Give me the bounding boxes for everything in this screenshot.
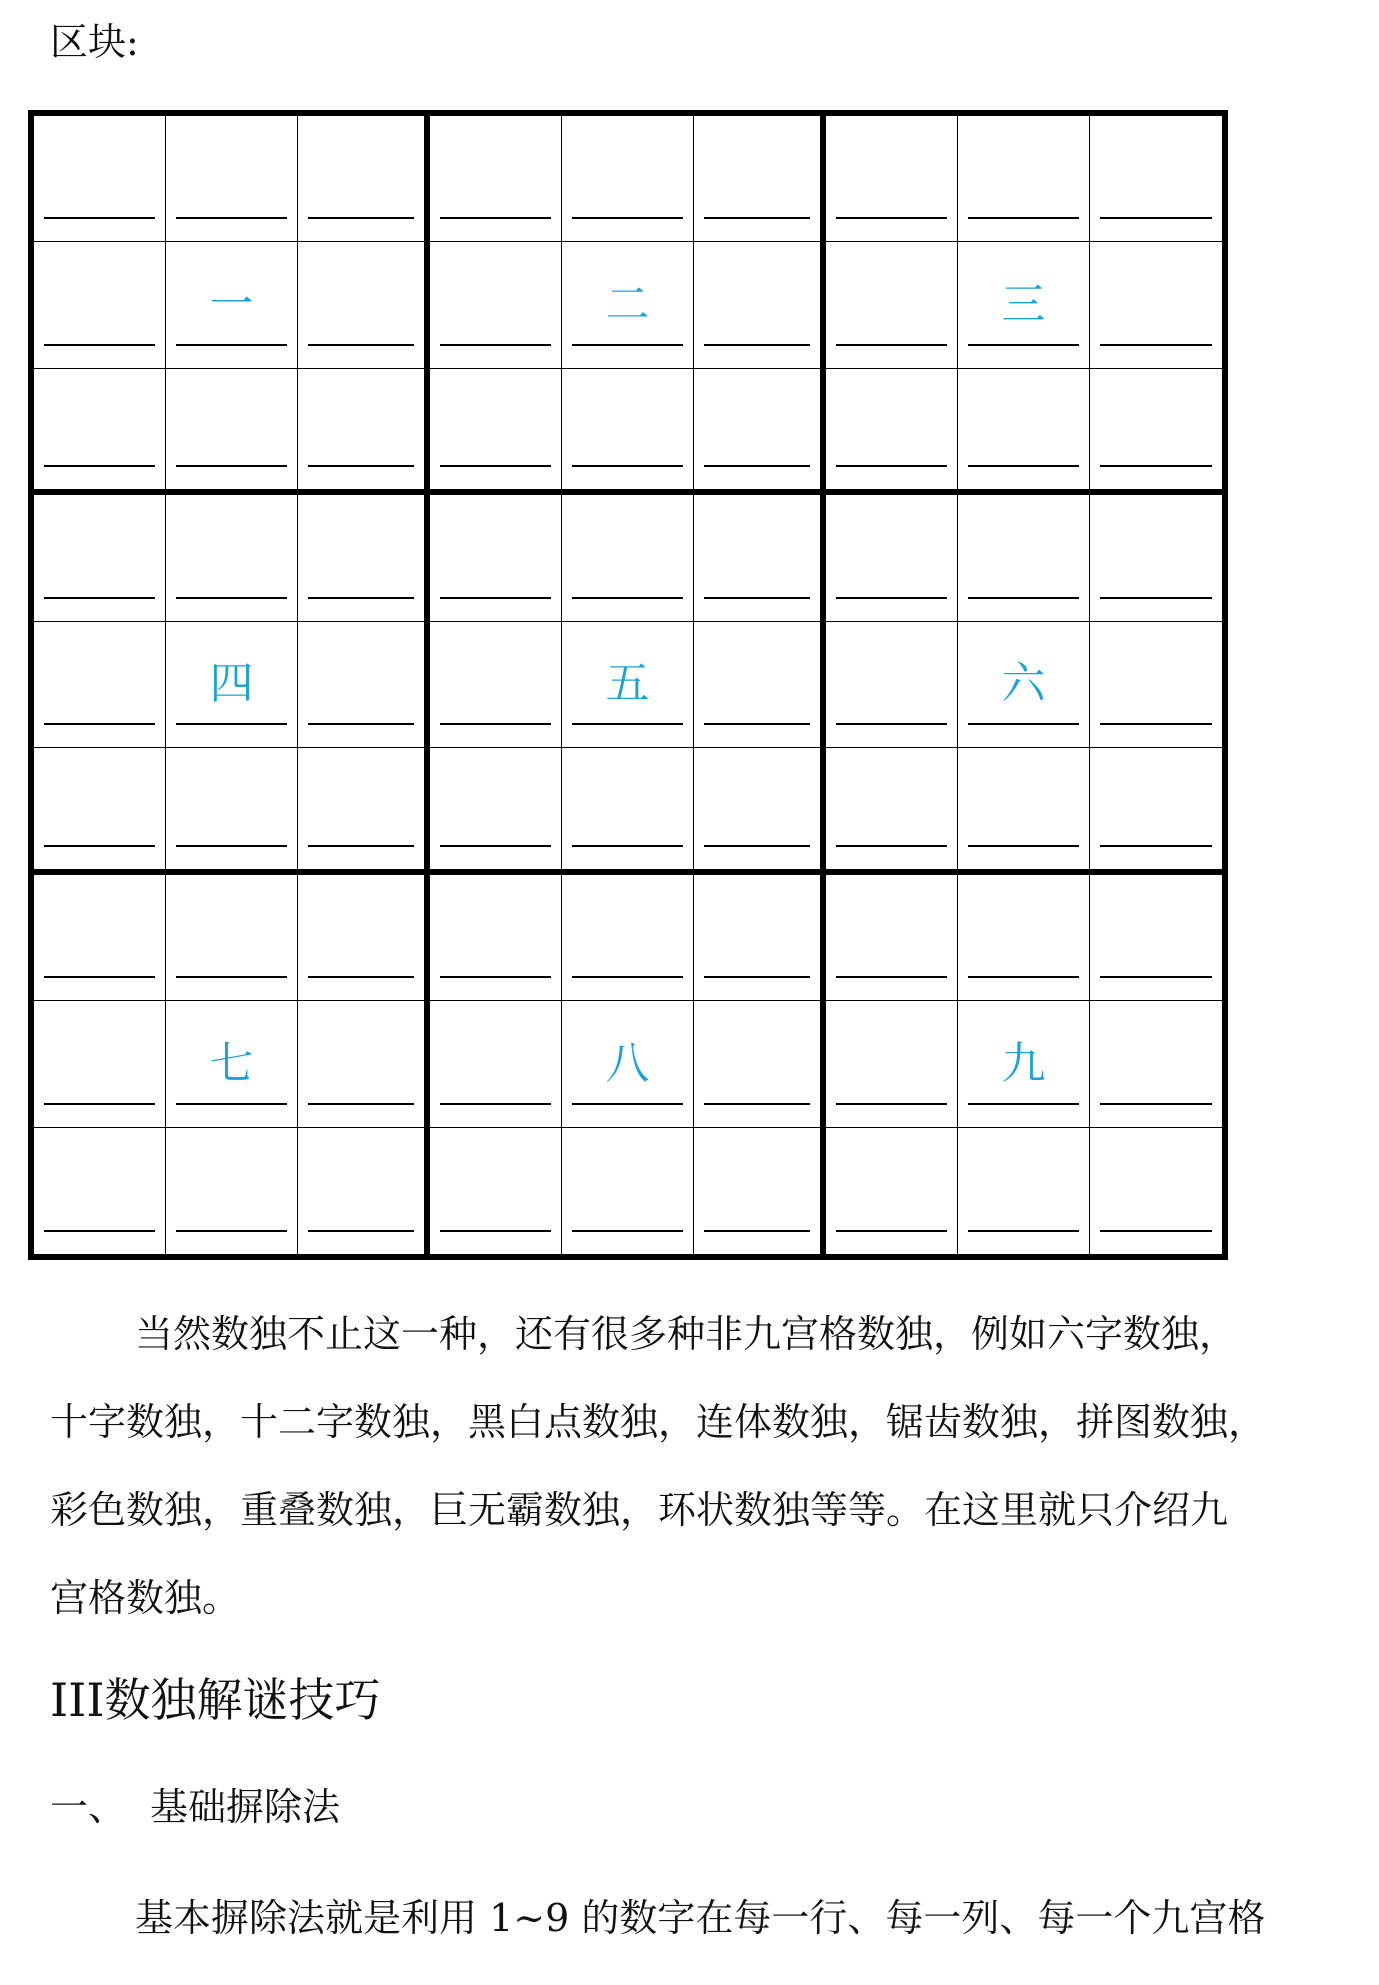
paragraph-line: 宫格数独。: [50, 1576, 241, 1620]
grid-cell: [1090, 1128, 1222, 1254]
answer-blank-line: [572, 217, 683, 219]
grid-cell: [166, 495, 298, 621]
grid-cell: [430, 116, 562, 242]
grid-cell: [826, 875, 958, 1001]
answer-blank-line: [440, 976, 551, 978]
block-label: 七: [209, 1037, 254, 1089]
subsection-heading: [50, 1782, 340, 1832]
answer-blank-line: [968, 465, 1079, 467]
answer-blank-line: [704, 1103, 810, 1105]
answer-blank-line: [176, 1103, 287, 1105]
answer-blank-line: [440, 597, 551, 599]
answer-blank-line: [1100, 976, 1212, 978]
grid-cell: [958, 1001, 1090, 1127]
grid-cell: [34, 1128, 166, 1254]
grid-cell: [298, 242, 430, 368]
block-label: 一: [209, 279, 254, 331]
answer-blank-line: [572, 344, 683, 346]
block-label: 五: [605, 658, 650, 710]
answer-blank-line: [44, 723, 155, 725]
grid-cell: [562, 1001, 694, 1127]
answer-blank-line: [836, 845, 947, 847]
grid-cell: [826, 1128, 958, 1254]
answer-blank-line: [704, 845, 810, 847]
answer-blank-line: [440, 1230, 551, 1232]
answer-blank-line: [44, 845, 155, 847]
grid-cell: [34, 748, 166, 874]
answer-blank-line: [176, 344, 287, 346]
grid-cell: [1090, 1001, 1222, 1127]
answer-blank-line: [308, 344, 414, 346]
block-label: 八: [605, 1037, 650, 1089]
grid-cell: [1090, 242, 1222, 368]
answer-blank-line: [176, 217, 287, 219]
answer-blank-line: [968, 845, 1079, 847]
grid-cell: [166, 369, 298, 495]
answer-blank-line: [968, 217, 1079, 219]
grid-cell: [166, 242, 298, 368]
answer-blank-line: [176, 465, 287, 467]
grid-cell: [694, 1001, 826, 1127]
grid-cell: [1090, 369, 1222, 495]
grid-cell: [958, 495, 1090, 621]
answer-blank-line: [836, 1230, 947, 1232]
grid-cell: [298, 748, 430, 874]
answer-blank-line: [308, 976, 414, 978]
block-label: 九: [1001, 1037, 1046, 1089]
grid-cell: [694, 242, 826, 368]
block-label: 六: [1001, 658, 1046, 710]
grid-cell: [430, 369, 562, 495]
answer-blank-line: [572, 845, 683, 847]
grid-cell: [430, 495, 562, 621]
answer-blank-line: [836, 976, 947, 978]
grid-cell: [958, 748, 1090, 874]
grid-cell: [562, 875, 694, 1001]
grid-cell: [694, 495, 826, 621]
grid-cell: [430, 748, 562, 874]
answer-blank-line: [572, 597, 683, 599]
answer-blank-line: [968, 723, 1079, 725]
answer-blank-line: [836, 597, 947, 599]
grid-cell: [1090, 748, 1222, 874]
answer-blank-line: [704, 1230, 810, 1232]
subsection-title: 基础摒除法: [150, 1785, 341, 1829]
block-label: 三: [1001, 279, 1046, 331]
grid-cell: [298, 1001, 430, 1127]
answer-blank-line: [572, 1230, 683, 1232]
grid-cell: [826, 116, 958, 242]
answer-blank-line: [1100, 217, 1212, 219]
grid-cell: [694, 875, 826, 1001]
answer-blank-line: [1100, 1230, 1212, 1232]
answer-blank-line: [308, 597, 414, 599]
answer-blank-line: [440, 845, 551, 847]
answer-blank-line: [440, 1103, 551, 1105]
grid-cell: [826, 748, 958, 874]
answer-blank-line: [44, 1230, 155, 1232]
answer-blank-line: [440, 217, 551, 219]
answer-blank-line: [836, 344, 947, 346]
answer-blank-line: [572, 723, 683, 725]
grid-cell: [430, 1128, 562, 1254]
method-paragraph: 基本摒除法就是利用 1~9 的数字在每一行、每一列、每一个九宫格: [135, 1896, 1266, 1940]
answer-blank-line: [704, 217, 810, 219]
grid-cell: [34, 875, 166, 1001]
block-label: 二: [605, 279, 650, 331]
answer-blank-line: [572, 976, 683, 978]
grid-cell: [166, 748, 298, 874]
grid-cell: [958, 369, 1090, 495]
grid-cell: [562, 622, 694, 748]
answer-blank-line: [44, 597, 155, 599]
answer-blank-line: [968, 1230, 1079, 1232]
answer-blank-line: [44, 1103, 155, 1105]
grid-cell: [430, 1001, 562, 1127]
heading-label: 区块:: [50, 20, 139, 64]
grid-cell: [166, 622, 298, 748]
grid-cell: [694, 369, 826, 495]
answer-blank-line: [836, 465, 947, 467]
answer-blank-line: [308, 1230, 414, 1232]
answer-blank-line: [1100, 723, 1212, 725]
answer-blank-line: [704, 465, 810, 467]
answer-blank-line: [836, 723, 947, 725]
grid-cell: [562, 748, 694, 874]
grid-cell: [694, 622, 826, 748]
grid-cell: [298, 622, 430, 748]
answer-blank-line: [308, 465, 414, 467]
grid-cell: [958, 116, 1090, 242]
grid-cell: [430, 622, 562, 748]
grid-cell: [34, 1001, 166, 1127]
paragraph-line: 十字数独，十二字数独，黑白点数独，连体数独，锯齿数独，拼图数独，: [50, 1400, 1267, 1444]
answer-blank-line: [44, 465, 155, 467]
paragraph-line: 彩色数独，重叠数独，巨无霸数独，环状数独等等。在这里就只介绍九: [50, 1488, 1229, 1532]
answer-blank-line: [1100, 465, 1212, 467]
answer-blank-line: [704, 344, 810, 346]
grid-cell: [562, 495, 694, 621]
answer-blank-line: [572, 1103, 683, 1105]
grid-cell: [562, 116, 694, 242]
answer-blank-line: [176, 845, 287, 847]
block-label: 四: [209, 658, 254, 710]
grid-cell: [694, 116, 826, 242]
grid-cell: [1090, 495, 1222, 621]
subsection-number: 一、: [50, 1785, 127, 1829]
section-title: III数独解谜技巧: [50, 1673, 381, 1727]
grid-cell: [562, 242, 694, 368]
grid-cell: [298, 116, 430, 242]
answer-blank-line: [572, 465, 683, 467]
grid-cell: [826, 1001, 958, 1127]
answer-blank-line: [44, 976, 155, 978]
grid-cell: [298, 495, 430, 621]
paragraph-line: 当然数独不止这一种，还有很多种非九宫格数独，例如六字数独，: [135, 1312, 1238, 1356]
answer-blank-line: [308, 845, 414, 847]
grid-cell: [430, 875, 562, 1001]
grid-cell: [562, 369, 694, 495]
answer-blank-line: [176, 976, 287, 978]
grid-cell: [694, 748, 826, 874]
answer-blank-line: [44, 344, 155, 346]
intro-paragraph: [50, 1290, 1350, 1642]
answer-blank-line: [1100, 845, 1212, 847]
answer-blank-line: [176, 723, 287, 725]
grid-cell: [166, 116, 298, 242]
answer-blank-line: [176, 597, 287, 599]
grid-cell: [958, 1128, 1090, 1254]
answer-blank-line: [176, 1230, 287, 1232]
grid-cell: [826, 495, 958, 621]
answer-blank-line: [704, 976, 810, 978]
grid-cell: [298, 369, 430, 495]
grid-cell: [826, 622, 958, 748]
answer-blank-line: [44, 217, 155, 219]
grid-cell: [298, 875, 430, 1001]
grid-cell: [34, 369, 166, 495]
grid-cell: [34, 495, 166, 621]
answer-blank-line: [968, 597, 1079, 599]
sudoku-block-grid: [28, 110, 1228, 1260]
answer-blank-line: [968, 1103, 1079, 1105]
answer-blank-line: [440, 465, 551, 467]
grid-cell: [958, 875, 1090, 1001]
grid-cell: [34, 622, 166, 748]
answer-blank-line: [968, 344, 1079, 346]
grid-cell: [1090, 875, 1222, 1001]
answer-blank-line: [308, 1103, 414, 1105]
grid-cell: [34, 242, 166, 368]
answer-blank-line: [308, 723, 414, 725]
grid-cell: [958, 622, 1090, 748]
answer-blank-line: [1100, 597, 1212, 599]
grid-cell: [958, 242, 1090, 368]
grid-cell: [166, 1001, 298, 1127]
answer-blank-line: [440, 723, 551, 725]
grid-cell: [826, 242, 958, 368]
answer-blank-line: [440, 344, 551, 346]
grid-cell: [1090, 622, 1222, 748]
grid-cell: [430, 242, 562, 368]
answer-blank-line: [704, 597, 810, 599]
grid-cell: [166, 875, 298, 1001]
answer-blank-line: [968, 976, 1079, 978]
grid-cell: [826, 369, 958, 495]
answer-blank-line: [836, 217, 947, 219]
grid-cell: [694, 1128, 826, 1254]
answer-blank-line: [1100, 1103, 1212, 1105]
answer-blank-line: [308, 217, 414, 219]
grid-cell: [1090, 116, 1222, 242]
grid-cell: [34, 116, 166, 242]
answer-blank-line: [704, 723, 810, 725]
grid-cell: [298, 1128, 430, 1254]
answer-blank-line: [1100, 344, 1212, 346]
grid-cell: [166, 1128, 298, 1254]
answer-blank-line: [836, 1103, 947, 1105]
grid-cell: [562, 1128, 694, 1254]
